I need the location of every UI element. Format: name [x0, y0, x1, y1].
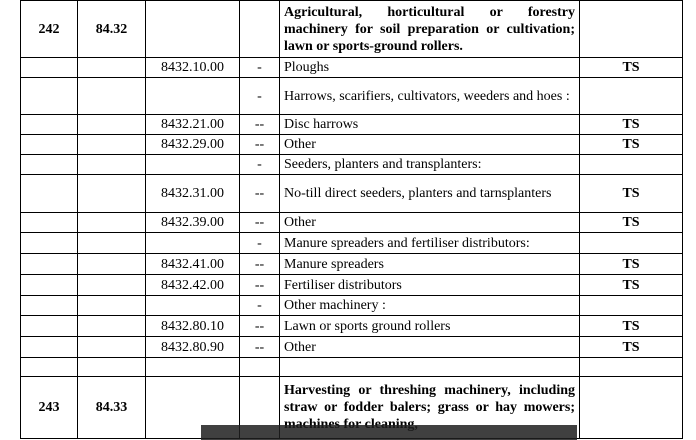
- indent-dash: --: [240, 135, 280, 155]
- hs-code: 8432.29.00: [146, 135, 240, 155]
- serial-number: [21, 358, 78, 377]
- indent-dash: --: [240, 115, 280, 135]
- serial-number: [21, 296, 78, 316]
- serial-number: [21, 155, 78, 175]
- description: Lawn or sports ground rollers: [280, 316, 580, 337]
- indent-dash: --: [240, 337, 280, 358]
- heading-number: [78, 233, 146, 254]
- description: Agricultural, horticultural or forestry machinery for soil preparation or cultivation; lawn or sports-ground rollers.: [280, 1, 580, 58]
- description: Ploughs: [280, 58, 580, 78]
- hs-code: 8432.31.00: [146, 175, 240, 213]
- table-row: [21, 175, 683, 213]
- remark: [580, 377, 683, 439]
- description: Manure spreaders: [280, 254, 580, 275]
- remark: TS: [580, 337, 683, 358]
- hs-code: [146, 155, 240, 175]
- table-row: [21, 78, 683, 115]
- hs-code: 8432.39.00: [146, 213, 240, 233]
- hs-code: 8432.41.00: [146, 254, 240, 275]
- table-row: [21, 316, 683, 337]
- description: Disc harrows: [280, 115, 580, 135]
- description: Manure spreaders and fertiliser distributors:: [280, 233, 580, 254]
- remark: TS: [580, 275, 683, 296]
- description: [280, 358, 580, 377]
- table-row: [21, 296, 683, 316]
- table-row: [21, 135, 683, 155]
- heading-number: [78, 175, 146, 213]
- heading-number: [78, 337, 146, 358]
- remark: TS: [580, 58, 683, 78]
- serial-number: [21, 175, 78, 213]
- remark: [580, 155, 683, 175]
- hs-code: 8432.80.10: [146, 316, 240, 337]
- heading-number: 84.33: [78, 377, 146, 439]
- remark: TS: [580, 316, 683, 337]
- table-row: [21, 275, 683, 296]
- description: No-till direct seeders, planters and tarnsplanters: [280, 175, 580, 213]
- hs-code: 8432.42.00: [146, 275, 240, 296]
- indent-dash: -: [240, 155, 280, 175]
- serial-number: [21, 275, 78, 296]
- description: Other: [280, 213, 580, 233]
- table-row: [21, 1, 683, 58]
- table-row: [21, 254, 683, 275]
- hs-code: [146, 233, 240, 254]
- table-row: [21, 213, 683, 233]
- indent-dash: [240, 358, 280, 377]
- heading-number: [78, 358, 146, 377]
- remark: [580, 78, 683, 115]
- indent-dash: -: [240, 58, 280, 78]
- description: Other machinery :: [280, 296, 580, 316]
- table-row: [21, 358, 683, 377]
- heading-number: [78, 58, 146, 78]
- indent-dash: --: [240, 316, 280, 337]
- table-row: [21, 233, 683, 254]
- table-row: [21, 155, 683, 175]
- heading-number: [78, 155, 146, 175]
- indent-dash: -: [240, 296, 280, 316]
- viewer-toolbar-overlay: [201, 425, 577, 440]
- hs-code: 8432.10.00: [146, 58, 240, 78]
- indent-dash: --: [240, 175, 280, 213]
- remark: [580, 358, 683, 377]
- hs-code: [146, 296, 240, 316]
- table-row: [21, 337, 683, 358]
- indent-dash: --: [240, 254, 280, 275]
- serial-number: 243: [21, 377, 78, 439]
- heading-number: [78, 213, 146, 233]
- hs-code: [146, 358, 240, 377]
- indent-dash: -: [240, 78, 280, 115]
- serial-number: [21, 316, 78, 337]
- serial-number: 242: [21, 1, 78, 58]
- serial-number: [21, 213, 78, 233]
- remark: [580, 296, 683, 316]
- description: Fertiliser distributors: [280, 275, 580, 296]
- description: Other: [280, 135, 580, 155]
- heading-number: 84.32: [78, 1, 146, 58]
- remark: TS: [580, 135, 683, 155]
- serial-number: [21, 58, 78, 78]
- indent-dash: [240, 1, 280, 58]
- heading-number: [78, 135, 146, 155]
- tariff-table: [20, 0, 683, 439]
- table-row: [21, 58, 683, 78]
- hs-code: [146, 1, 240, 58]
- remark: [580, 233, 683, 254]
- serial-number: [21, 233, 78, 254]
- serial-number: [21, 135, 78, 155]
- serial-number: [21, 115, 78, 135]
- hs-code: 8432.80.90: [146, 337, 240, 358]
- indent-dash: --: [240, 213, 280, 233]
- remark: TS: [580, 115, 683, 135]
- indent-dash: -: [240, 233, 280, 254]
- serial-number: [21, 78, 78, 115]
- heading-number: [78, 316, 146, 337]
- remark: [580, 1, 683, 58]
- remark: TS: [580, 254, 683, 275]
- description: Other: [280, 337, 580, 358]
- hs-code: 8432.21.00: [146, 115, 240, 135]
- heading-number: [78, 78, 146, 115]
- remark: TS: [580, 213, 683, 233]
- remark: TS: [580, 175, 683, 213]
- heading-number: [78, 115, 146, 135]
- heading-number: [78, 275, 146, 296]
- serial-number: [21, 337, 78, 358]
- description: Seeders, planters and transplanters:: [280, 155, 580, 175]
- hs-code: [146, 78, 240, 115]
- heading-number: [78, 254, 146, 275]
- table-row: [21, 115, 683, 135]
- description: Harvesting or threshing machinery, including straw or fodder balers; grass or hay mowers;: [280, 377, 580, 439]
- indent-dash: --: [240, 275, 280, 296]
- description: Harrows, scarifiers, cultivators, weeders and hoes :: [280, 78, 580, 115]
- heading-number: [78, 296, 146, 316]
- serial-number: [21, 254, 78, 275]
